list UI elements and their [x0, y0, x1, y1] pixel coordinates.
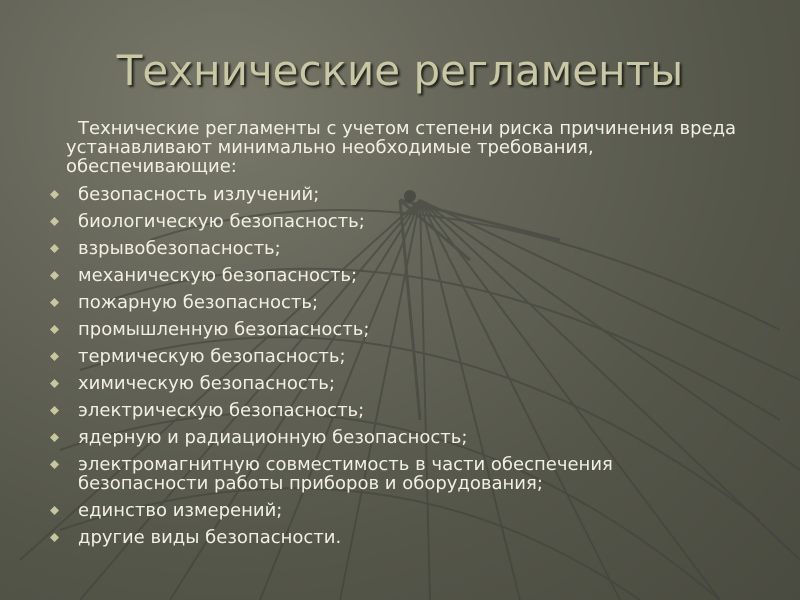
- intro-paragraph: [48, 119, 738, 176]
- list-item-text: единство измерений;: [78, 500, 283, 521]
- list-item: [48, 185, 738, 204]
- diamond-bullet-icon: [50, 325, 59, 334]
- diamond-bullet-icon: [50, 298, 59, 307]
- list-item-text: другие виды безопасности.: [78, 527, 342, 548]
- list-item-text: промышленную безопасность;: [78, 319, 370, 340]
- list-item-text: электрическую безопасность;: [78, 400, 365, 421]
- list-item: [48, 293, 738, 312]
- diamond-bullet-icon: [50, 217, 59, 226]
- list-item-text: электромагнитную совместимость в части обеспечения безопасности работы приборов и оборудования;: [78, 454, 613, 494]
- list-item: [48, 347, 738, 366]
- slide-content: [48, 119, 738, 555]
- diamond-bullet-icon: [50, 352, 59, 361]
- list-item: [48, 501, 738, 520]
- diamond-bullet-icon: [50, 271, 59, 280]
- slide-title: Технические регламенты: [116, 46, 684, 95]
- diamond-bullet-icon: [50, 433, 59, 442]
- list-item: [48, 401, 738, 420]
- requirements-list: [48, 185, 738, 547]
- list-item: [48, 455, 738, 493]
- list-item: [48, 320, 738, 339]
- list-item-text: пожарную безопасность;: [78, 292, 319, 313]
- list-item-text: термическую безопасность;: [78, 346, 346, 367]
- diamond-bullet-icon: [50, 244, 59, 253]
- intro-text: Технические регламенты с учетом степени риска причинения вреда устанавливают минимально необходимые требования, обеспечивающие:: [66, 118, 737, 177]
- list-item-text: биологическую безопасность;: [78, 211, 365, 232]
- diamond-bullet-icon: [50, 190, 59, 199]
- list-item-text: безопасность излучений;: [78, 184, 320, 205]
- list-item-text: механическую безопасность;: [78, 265, 358, 286]
- list-item: [48, 239, 738, 258]
- list-item-text: взрывобезопасность;: [78, 238, 281, 259]
- diamond-bullet-icon: [50, 406, 59, 415]
- list-item-text: химическую безопасность;: [78, 373, 335, 394]
- diamond-bullet-icon: [50, 506, 59, 515]
- diamond-bullet-icon: [50, 460, 59, 469]
- list-item: [48, 528, 738, 547]
- list-item: [48, 266, 738, 285]
- diamond-bullet-icon: [50, 379, 59, 388]
- list-item: [48, 428, 738, 447]
- list-item: [48, 374, 738, 393]
- list-item: [48, 212, 738, 231]
- list-item-text: ядерную и радиационную безопасность;: [78, 427, 468, 448]
- diamond-bullet-icon: [50, 533, 59, 542]
